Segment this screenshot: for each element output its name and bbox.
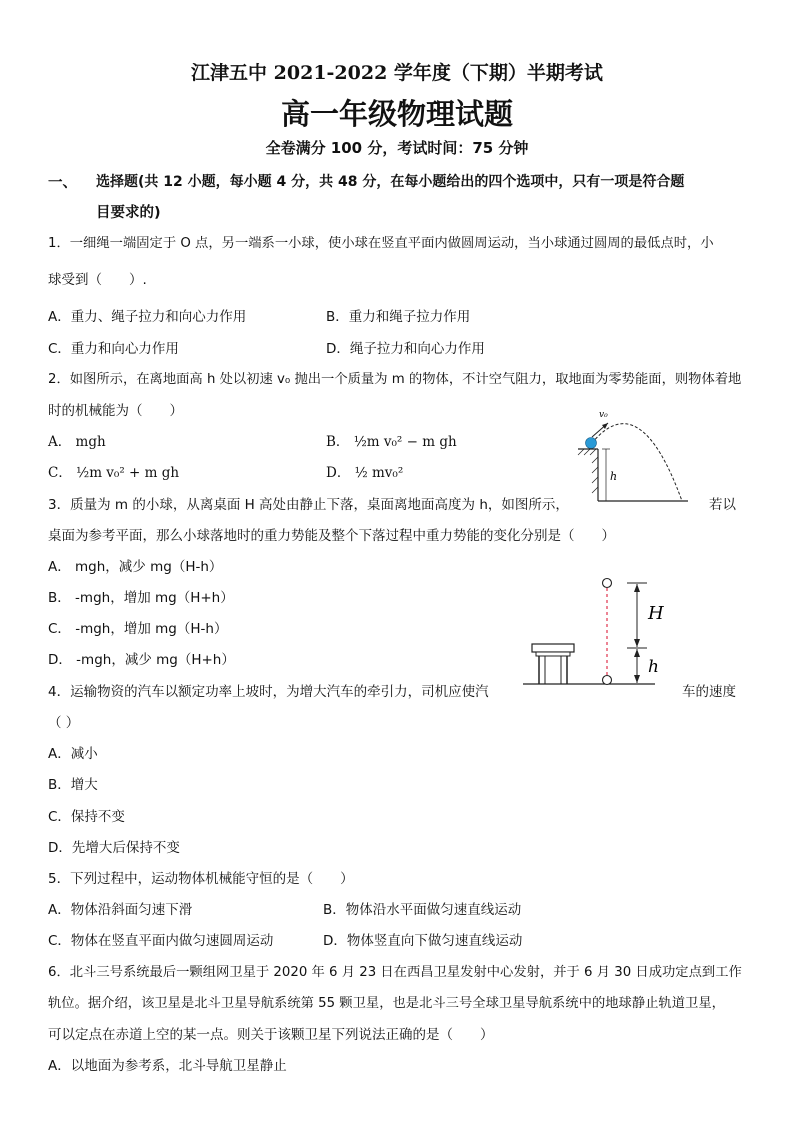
h-label: h — [648, 657, 659, 677]
q3-option-c: C． -mgh，增加 mg（H-h） — [48, 621, 228, 637]
q5-stem-line1: 5．下列过程中，运动物体机械能守恒的是（ ） — [48, 871, 354, 887]
q2-projectile-figure — [570, 405, 695, 505]
q4-option-d: D．先增大后保持不变 — [48, 840, 180, 856]
exam-title: 高一年级物理试题 — [280, 97, 513, 131]
q5-option-d: D．物体竖直向下做匀速直线运动 — [323, 933, 523, 949]
q1-option-c: C．重力和向心力作用 — [48, 341, 179, 357]
q3-option-d: D． -mgh，减少 mg（H+h） — [48, 652, 235, 668]
ball-end — [603, 676, 612, 685]
h-label: h — [610, 470, 618, 483]
q3-option-b: B． -mgh，增加 mg（H+h） — [48, 590, 234, 606]
table-rim — [536, 652, 570, 656]
q2-option-c: C． ½m v₀² + m gh — [48, 465, 180, 481]
q3-option-a: A． mgh，减少 mg（H-h） — [48, 559, 223, 575]
q4-option-a: A．减小 — [48, 746, 98, 762]
exam-info: 全卷满分 100 分，考试时间：75 分钟 — [265, 139, 529, 157]
section-number: 一、 — [48, 175, 77, 191]
q6-stem-line2: 轨位。据介绍，该卫星是北斗卫星导航系统第 55 颗卫星，也是北斗三号全球卫星导航系统中的地球静止轨道卫星， — [48, 996, 725, 1011]
q2-option-b: B． ½m v₀² − m gh — [326, 434, 457, 450]
q6-stem-line3: 可以定点在赤道上空的某一点。则关于该颗卫星下列说法正确的是（ ） — [48, 1027, 494, 1043]
q4-stem-line1: 4．运输物资的汽车以额定功率上坡时，为增大汽车的牵引力，司机应使汽 — [48, 684, 489, 700]
q2-option-d: D． ½ mv₀² — [326, 465, 404, 481]
q1-option-b: B．重力和绳子拉力作用 — [326, 309, 471, 325]
q6-stem-line1: 6．北斗三号系统最后一颗组网卫星于 2020 年 6 月 23 日在西昌卫星发射中心发射，并于 6 月 30 日成功定点到工作 — [48, 965, 742, 980]
q4-option-b: B．增大 — [48, 777, 98, 793]
q1-stem-line2: 球受到（ ）. — [48, 272, 147, 288]
q3-stem-line2: 桌面为参考平面，那么小球落地时的重力势能及整个下落过程中重力势能的变化分别是（ ） — [48, 528, 615, 544]
q3-stem-line1-tail: 若以 — [709, 497, 736, 513]
q1-stem-line1: 1．一细绳一端固定于 O 点，另一端系一小球，使小球在竖直平面内做圆周运动，当小球通过圆周的最低点时，小 — [48, 236, 714, 251]
H-label: H — [648, 603, 664, 624]
ball-start — [603, 579, 612, 588]
q2-stem-line2: 时的机械能为（ ） — [48, 403, 183, 419]
q1-option-d: D．绳子拉力和向心力作用 — [326, 341, 485, 357]
q4-stem-line1-tail: 车的速度 — [682, 684, 736, 700]
q1-option-a: A．重力、绳子拉力和向心力作用 — [48, 309, 247, 325]
q4-option-c: C．保持不变 — [48, 809, 125, 825]
section-title-line2: 目要求的) — [96, 205, 161, 221]
q3-stem-line1: 3．质量为 m 的小球，从离桌面 H 高处由静止下落，桌面离地面高度为 h，如图所示， — [48, 497, 569, 513]
v0-label: v₀ — [599, 410, 608, 420]
q5-option-b: B．物体沿水平面做匀速直线运动 — [323, 902, 522, 918]
section-title-line1: 选择题(共 12 小题，每小题 4 分，共 48 分，在每小题给出的四个选项中，只有一项是符合题 — [96, 174, 685, 190]
q6-option-a: A．以地面为参考系，北斗导航卫星静止 — [48, 1058, 287, 1074]
q3-table-figure — [515, 572, 675, 690]
school-title: 江津五中 2021-2022 学年度（下期）半期考试 — [191, 62, 603, 84]
q4-stem-line2: （ ） — [48, 715, 80, 731]
q5-option-a: A．物体沿斜面匀速下滑 — [48, 902, 193, 918]
trajectory-path — [592, 424, 682, 501]
q5-option-c: C．物体在竖直平面内做匀速圆周运动 — [48, 933, 274, 949]
q2-option-a: A． mgh — [48, 434, 106, 450]
q2-stem-line1: 2．如图所示，在离地面高 h 处以初速 v₀ 抛出一个质量为 m 的物体，不计空气阻力，取地面为零势能面，则物体着地 — [48, 372, 742, 387]
table-top — [532, 644, 574, 652]
ball — [586, 438, 597, 449]
